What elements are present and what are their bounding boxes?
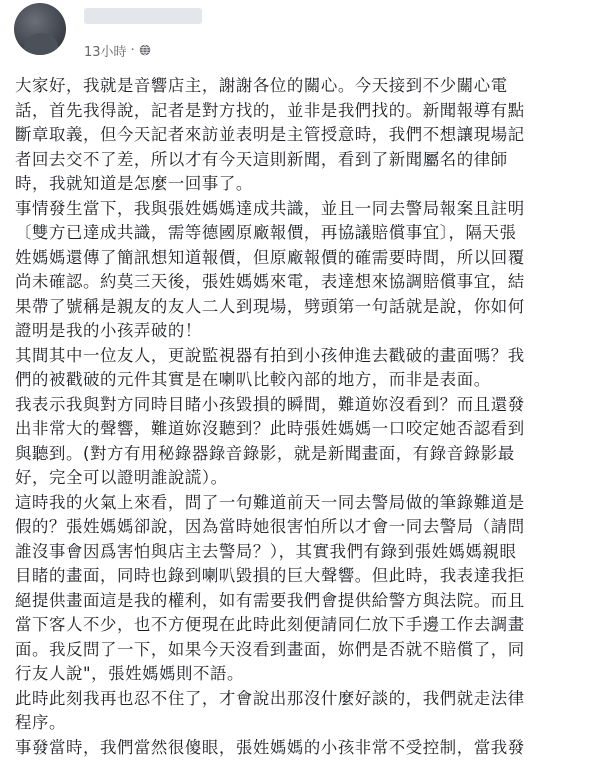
post-text-line: 證明是我的小孩弄破的！ bbox=[15, 321, 202, 340]
post-text-line: 這時我的火氣上來看，問了一句難道前天一同去警局做的筆錄難道是 bbox=[15, 492, 525, 512]
post-text-line: 事情發生當下，我與張姓媽媽達成共識，並且一同去警局報案且註明 bbox=[15, 198, 525, 218]
post-header bbox=[0, 0, 596, 70]
post-text-line: 目睹的畫面，同時也錄到喇叭毀損的巨大聲響。但此時，我表達我拒 bbox=[15, 566, 525, 585]
post-text-line: 〔雙方已達成共識，需等德國原廠報價，再協議賠償事宜〕，隔天張 bbox=[15, 223, 517, 242]
post-text-line: 面。我反問了一下，如果今天沒看到畫面，妳們是否就不賠償了，同 bbox=[15, 639, 525, 659]
avatar[interactable] bbox=[14, 3, 66, 55]
post-text-line: 此時此刻我再也忍不住了，才會說出那沒什麼好談的，我們就走法律 bbox=[15, 688, 525, 708]
post-text-line: 程序。 bbox=[15, 713, 66, 732]
meta-separator: · bbox=[130, 42, 135, 58]
post-text-line: 話，首先我得說，記者是對方找的，並非是我們找的。新聞報導有點 bbox=[15, 100, 525, 120]
post-body-text bbox=[15, 74, 591, 760]
post-text-line: 假的？張姓媽媽卻說，因為當時她很害怕所以才會一同去警局（請問 bbox=[15, 517, 525, 536]
post-text-line: 誰沒事會因爲害怕與店主去警局？），其實我們有錄到張姓媽媽親眼 bbox=[15, 541, 517, 561]
post-timestamp[interactable]: 13小時 bbox=[84, 44, 127, 60]
post-text-line: 們的被戳破的元件其實是在喇叭比較內部的地方，而非是表面。 bbox=[15, 370, 491, 389]
post-text-line: 我表示我與對方同時目睹小孩毀損的瞬間，難道妳沒看到？而且還發 bbox=[15, 394, 525, 414]
globe-icon[interactable] bbox=[139, 44, 151, 56]
post-text-line: 好，完全可以證明誰說謊）。 bbox=[15, 468, 228, 487]
post-text-line: 姓媽媽還傳了簡訊想知道報價，但原廠報價的確需要時間，所以回覆 bbox=[15, 247, 525, 267]
post-text-line: 尚未確認。約莫三天後，張姓媽媽來電，表達想來協調賠償事宜，結 bbox=[15, 272, 525, 291]
post-text-line: 果帶了號稱是親友的友人二人到現場，劈頭第一句話就是說，你如何 bbox=[15, 296, 525, 316]
post-text-line: 行友人說"，張姓媽媽則不語。 bbox=[15, 664, 245, 683]
post-text-line: 與聽到。(對方有用秘錄器錄音錄影，就是新聞畫面，有錄音錄影最 bbox=[15, 443, 515, 463]
post-text-line: 絕提供畫面這是我的權利，如有需要我們會提供給警方與法院。而且 bbox=[15, 590, 525, 610]
post-meta bbox=[84, 40, 151, 60]
post-text-line: 其間其中一位友人，更說監視器有拍到小孩伸進去戳破的畫面嗎？我 bbox=[15, 345, 525, 365]
post-text-line: 者回去交不了差，所以才有今天這則新聞，看到了新聞屬名的律師 bbox=[15, 149, 508, 169]
author-name-redacted[interactable] bbox=[84, 8, 202, 24]
post-text-line: 出非常大的聲響，難道妳沒聽到？此時張姓媽媽一口咬定她否認看到 bbox=[15, 419, 525, 438]
post-text-line: 大家好，我就是音響店主，謝謝各位的關心。今天接到不少關心電 bbox=[15, 76, 508, 95]
post-text-line: 斷章取義，但今天記者來訪並表明是主管授意時，我們不想讓現場記 bbox=[15, 125, 525, 144]
post-text-line: 時，我就知道是怎麼一回事了。 bbox=[15, 174, 253, 193]
post-text-line: 當下客人不少，也不方便現在此時此刻便請同仁放下手邊工作去調畫 bbox=[15, 615, 525, 634]
post-text-line: 事發當時，我們當然很傻眼，張姓媽媽的小孩非常不受控制，當我發 bbox=[15, 737, 525, 757]
